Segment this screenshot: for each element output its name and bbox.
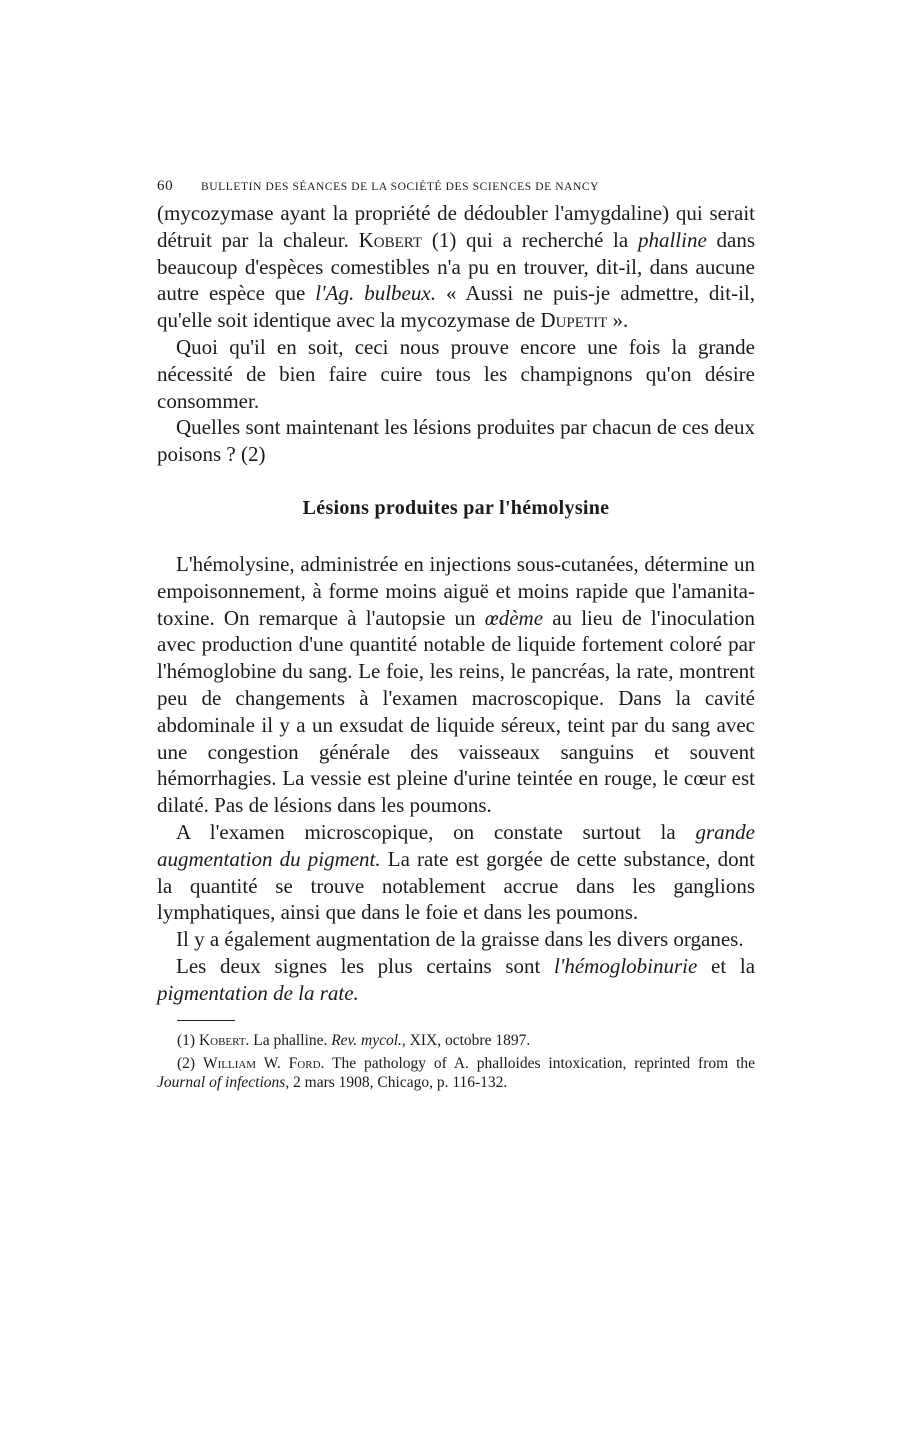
text-run: . La phalline. [245,1031,332,1049]
author-name: Kobert [198,1031,246,1049]
text-run: . The pathology of A. phalloides intoxication, reprinted from the [320,1054,756,1072]
author-name: William W. Ford [202,1054,321,1072]
text-run: et la [697,953,756,978]
italic-term: pigmentation de la rate. [157,980,359,1005]
running-header [157,176,755,197]
text-run: A l'examen microscopique, on constate surtout la [176,819,696,844]
paragraph-6: Il y a également augmentation de la graisse dans les divers organes. [176,927,744,952]
italic-term: l'Ag. bulbeux. [315,281,436,306]
body-text [157,200,755,1007]
document-page [157,176,755,1096]
italic-term: œdème [484,605,544,630]
paragraph-7 [157,953,755,1007]
text-run: , 2 mars 1908, Chicago, p. 116-132. [285,1073,508,1091]
footnote-2 [157,1054,755,1092]
text-run: Les deux signes les plus certains sont [176,953,555,978]
text-run: (1) qui a recherché la [422,227,638,252]
paragraph-5 [157,819,755,926]
text-run: L'hémolysine, administrée en injections sous-cutanées, détermine un empoisonnement, à forme moins aiguë et moins rapide que l'amanita-toxine. On remarque à l'autopsie un [157,551,755,630]
italic-term: grande augmentation du pigment. [157,819,755,871]
running-title: BULLETIN DES SÉANCES DE LA SOCIÉTÉ DES SCIENCES DE NANCY [201,181,600,193]
text-run: , XIX, octobre 1897. [401,1031,531,1049]
paragraph-4 [157,551,755,819]
text-run: au lieu de l'inoculation avec production d'une quantité notable de liquide fortement coloré par l'hémoglobine du sang. Le foie, les reins, le pancréas, la rate, montrent peu de changements à l'examen macroscopique. Dans la cavité abdominale il y a un exsudat de liquide séreux, teint par du sang avec une congestion générale des vaisseaux sanguins et souvent hémorrhagies. La vessie est pleine d'urine teintée en rouge, le cœur est dilaté. Pas de lésions dans les poumons. [157,605,755,818]
footnote-marker: (1) [177,1031,199,1049]
text-run: La rate est gorgée de cette substance, dont la quantité se trouve notablement accrue dans les ganglions lymphatiques, ainsi que dans le foie et dans les poumons. [157,846,755,925]
text-run: dans beaucoup d'espèces comestibles n'a pu en trouver, dit-il, dans aucune autre espèce que [157,227,756,306]
author-name: Kobert [358,227,423,252]
page-number: 60 [157,178,174,194]
journal-title: Rev. mycol. [331,1031,402,1049]
section-heading: Lésions produites par l'hémolysine [302,496,610,519]
text-run: ». [607,308,629,333]
italic-term: l'hémoglobinurie [554,953,698,978]
paragraph-3: Quelles sont maintenant les lésions produites par chacun de ces deux poisons ? (2) [157,415,755,467]
paragraph-2: Quoi qu'il en soit, ceci nous prouve encore une fois la grande nécessité de bien faire cuire tous les champignons qu'on désire consommer. [157,334,755,413]
italic-term: phalline [637,227,707,252]
footnote-rule [177,1020,235,1021]
text-run: (mycozymase ayant la propriété de dédoubler l'amygdaline) qui serait détruit par la chaleur. [157,201,755,252]
author-name: Dupetit [540,308,608,333]
paragraph-1 [157,200,755,334]
journal-title: Journal of infections [157,1073,286,1091]
footnote-1 [157,1031,755,1050]
footnote-marker: (2) [177,1054,203,1072]
text-run: « Aussi ne puis-je admettre, dit-il, qu'elle soit identique avec la mycozymase de [157,281,755,333]
